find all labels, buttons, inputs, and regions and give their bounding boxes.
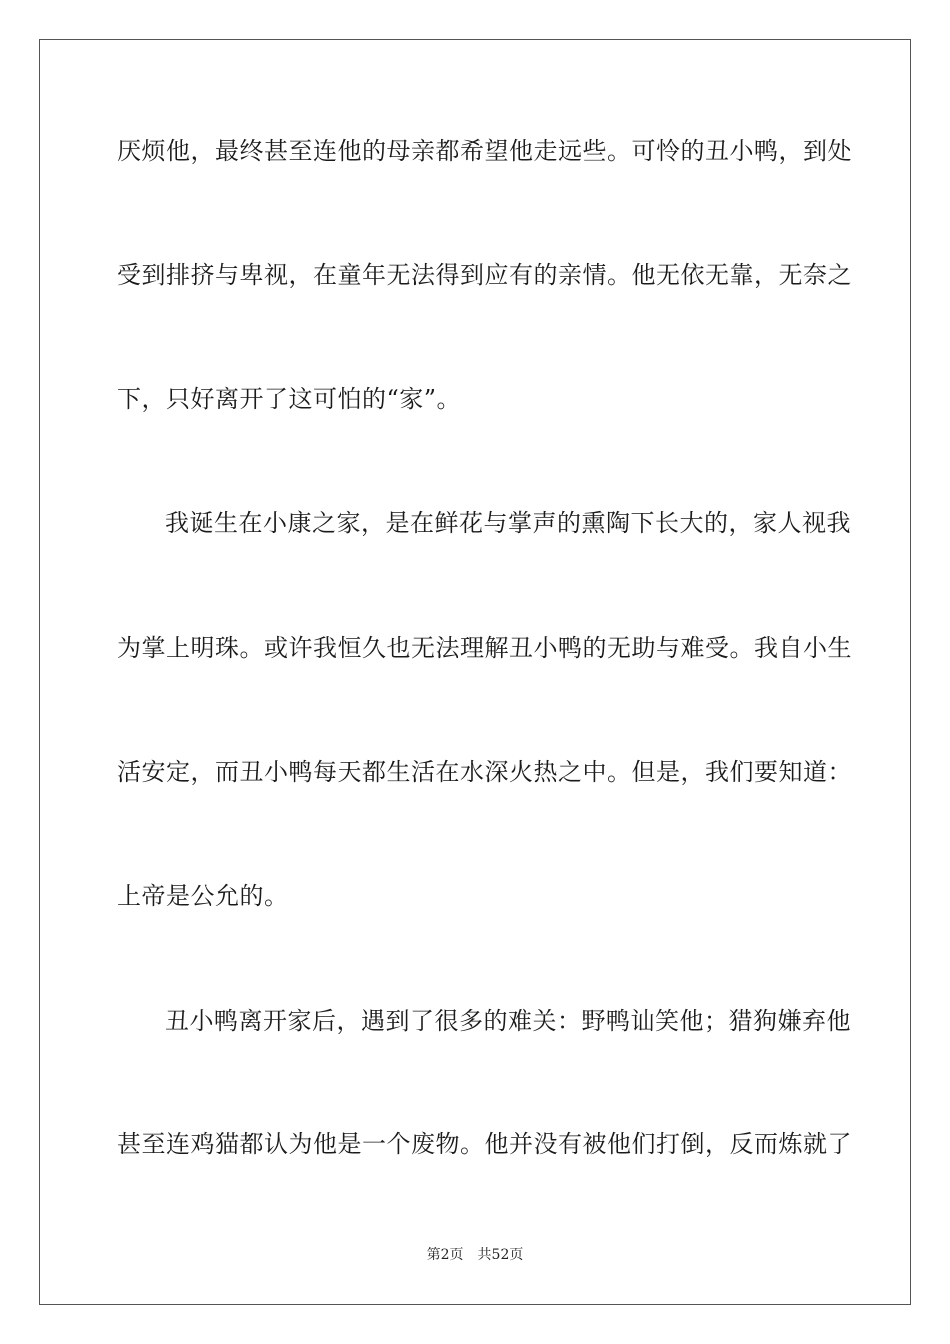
text-line: 为掌上明珠。或许我恒久也无法理解丑小鸭的无助与难受。我自小生 <box>117 634 852 662</box>
text-line: 甚至连鸡猫都认为他是一个废物。他并没有被他们打倒，反而炼就了 <box>117 1130 852 1158</box>
paragraph-first-line: 我诞生在小康之家，是在鲜花与掌声的熏陶下长大的，家人视我 <box>165 509 851 537</box>
page-footer <box>0 1246 950 1264</box>
paragraph-first-line: 丑小鸭离开家后，遇到了很多的难关：野鸭讪笑他；猎狗嫌弃他 <box>165 1007 851 1035</box>
text-line: 厌烦他，最终甚至连他的母亲都希望他走远些。可怜的丑小鸭，到处 <box>117 137 852 165</box>
page-border <box>39 39 911 1305</box>
text-line: 下，只好离开了这可怕的“家”。 <box>117 385 462 413</box>
text-line: 上帝是公允的。 <box>117 882 289 910</box>
page-number: 第2页 <box>426 1247 464 1263</box>
text-line: 活安定，而丑小鸭每天都生活在水深火热之中。但是，我们要知道： <box>117 758 852 786</box>
text-line: 受到排挤与卑视，在童年无法得到应有的亲情。他无依无靠，无奈之 <box>117 261 852 289</box>
page-total: 共52页 <box>477 1247 524 1263</box>
